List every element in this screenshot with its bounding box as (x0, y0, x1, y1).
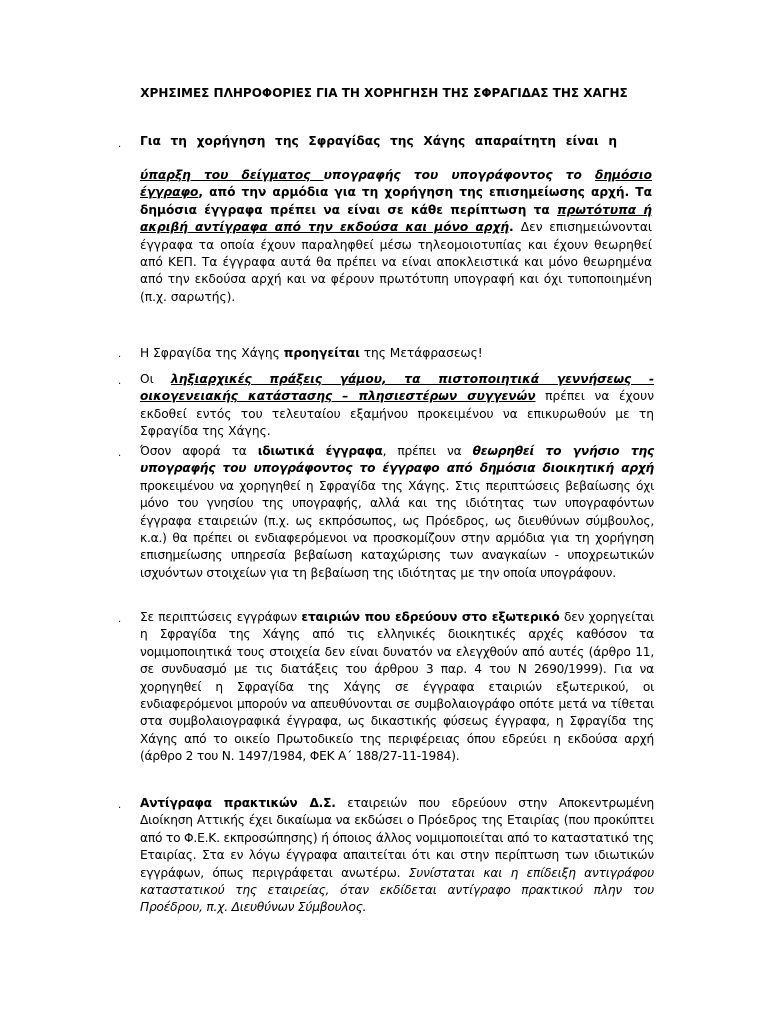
p1-plain-text: Δεν επισημειώνονται έγγραφα τα οποία έχουν παραληφθεί μέσω τηλεομοιοτυπίας και έχουν θεωρηθεί από ΚΕΠ. Τα έγγραφα αυτά θα πρέπει να είναι αποκλειστικά και μόνο θεωρημένα από την εκδούσα αρχή και να φέρουν πρωτότυπη υπογραφή και όχι τυποποιημένη (π.χ. σαρωτής). (140, 220, 653, 304)
paragraph-6: Αντίγραφα πρακτικών Δ.Σ. εταιρειών που εδρεύουν στην Αποκεντρωμένη Διοίκηση Αττικής έχει δικαίωμα να εκδώσει ο Πρόεδρος της Εταιρίας (που προκύπτει από το Φ.Ε.Κ. εκπροσώπησης) ή όποιος άλλος νομιμοποιείται από το καταστατικό της Εταιρίας. Στα εν λόγω έγγραφα απαιτείται ότι και στην περίπτωση των ιδιωτικών εγγράφων, όπως περιγράφεται ανωτέρω. Συνίσταται και η επίδειξη αντιγράφου καταστατικού της εταιρείας, όταν εκδίδεται αντίγραφο πρακτικού πλην του Προέδρου, π.χ. Διευθύνων Σύμβουλος. (140, 796, 654, 915)
paragraph-1: ύπαρξη του δείγματος υπογραφής του υπογράφοντος το δημόσιο έγγραφο, από την αρμόδια για τη χορήγηση της επισημείωσης αρχή. Τα δημόσια έγγραφα πρέπει να είναι σε κάθε περίπτωση τα πρωτότυπα ή ακριβή αντίγραφα από την εκδούσα και μόνο αρχή. Δεν επισημειώνονται έγγραφα τα οποία έχουν παραληφθεί μέσω τηλεομοιοτυπίας και έχουν θεωρηθεί από ΚΕΠ. Τα έγγραφα αυτά θα πρέπει να είναι αποκλειστικά και μόνο θεωρημένα από την εκδούσα αρχή και να φέρουν πρωτότυπη υπογραφή και όχι τυποποιημένη (π.χ. σαρωτής). (140, 168, 653, 304)
bullet-5: · (118, 617, 122, 628)
p4-bold: ιδιωτικά έγγραφα (257, 444, 383, 458)
page-title: ΧΡΗΣΙΜΕΣ ΠΛΗΡΟΦΟΡΙΕΣ ΓΙΑ ΤΗ ΧΟΡΗΓΗΣΗ ΤΗΣ ΣΦΡΑΓΙΔΑΣ ΤΗΣ ΧΑΓΗΣ (140, 86, 628, 100)
p1-underlined-2: δημόσιο έγγραφο (140, 168, 652, 200)
p1-underlined-3: πρωτότυπα ή ακριβή αντίγραφα από την εκδούσα και μόνο αρχή (140, 202, 652, 235)
paragraph-3: Οι ληξιαρχικές πράξεις γάμου, τα πιστοποιητικά γεννήσεως - οικογενειακής κατάστασης – πλησιεστέρων συγγενών πρέπει να έχουν εκδοθεί εντός του τελευταίου εξαμήνου προκειμένου να επικυρωθούν με τη Σφραγίδα της Χάγης. (140, 372, 654, 439)
bullet-1: · (118, 142, 122, 153)
p5-bold: εταιριών που εδρεύουν στο εξωτερικό (301, 610, 560, 624)
paragraph-1-first-line: Για τη χορήγηση της Σφραγίδας της Χάγης απαραίτητη είναι η (140, 134, 617, 148)
paragraph-5: Σε περιπτώσεις εγγράφων εταιριών που εδρεύουν στο εξωτερικό δεν χορηγείται η Σφραγίδα της Χάγης από τις ελληνικές διοικητικές αρχές καθόσον τα νομιμοποιητικά τους στοιχεία δεν είναι δυνατόν να ελεγχθούν από αυτές (άρθρο 11, σε συνδυασμό με τις διατάξεις του άρθρου 3 παρ. 4 του Ν 2690/1999). Για να χορηγηθεί η Σφραγίδα της Χάγης σε έγγραφα εταιριών εξωτερικού, οι ενδιαφερόμενοι μπορούν να απευθύνονται σε συμβολαιογράφο οπότε μετά να τίθεται στα συμβολαιογραφικά έγγραφα, ως δικαστικής φύσεως έγγραφα, η Σφραγίδα της Χάγης από το οικείο Πρωτοδικείο της περιφέρειας όπου εδρεύει η εκδούσα αρχή (άρθρο 2 του Ν. 1497/1984, ΦΕΚ Α΄ 188/27-11-1984). (140, 610, 655, 764)
p2-bold: προηγείται (283, 346, 360, 360)
paragraph-4: Όσον αφορά τα ιδιωτικά έγγραφα, πρέπει να θεωρηθεί το γνήσιο της υπογραφής του υπογράφοντος το έγγραφο από δημόσια διοικητική αρχή προκειμένου να χορηγηθεί η Σφραγίδα της Χάγης. Στις περιπτώσεις βεβαίωσης όχι μόνο του γνησίου της υπογραφής, αλλά και της ιδιότητας των υπογραφόντων έγγραφα εταιρειών (π.χ. ως εκπρόσωπος, ως Πρόεδρος, ως διευθύνων σύμβουλος, κ.α.) θα πρέπει οι ενδιαφερόμενοι να προσκομίζουν στην αρμόδια για τη χορήγηση επισημείωσης υπηρεσία βεβαίωση καταχώρισης των αναγκαίων - υποχρεωτικών ισχυόντων στοιχείων για τη βεβαίωση της ιδιότητας με την οποία υπογράφουν. (140, 444, 654, 580)
p6-bold: Αντίγραφα πρακτικών Δ.Σ. (140, 796, 336, 810)
p3-underlined: ληξιαρχικές πράξεις γάμου, τα πιστοποιητικά γεννήσεως - οικογενειακής κατάστασης – πλησιεστέρων συγγενών (140, 372, 654, 404)
bullet-4: · (118, 451, 122, 462)
bullet-6: · (118, 803, 122, 814)
paragraph-2: Η Σφραγίδα της Χάγης προηγείται της Μετάφρασεως! (140, 346, 483, 360)
p4-bold-italic: θεωρηθεί το γνήσιο της υπογραφής του υπογράφοντος το έγγραφο από δημόσια διοικητική αρχή (140, 444, 654, 476)
bullet-2: · (118, 352, 122, 363)
p6-italic: Συνίσταται και η επίδειξη αντιγράφου καταστατικού της εταιρείας, όταν εκδίδεται αντίγραφο πρακτικού πλην του Προέδρου, π.χ. Διευθύνων Σύμβουλος. (140, 865, 654, 915)
bullet-3: · (118, 379, 122, 390)
p1-underlined-1: ύπαρξη του δείγματος (140, 168, 324, 182)
